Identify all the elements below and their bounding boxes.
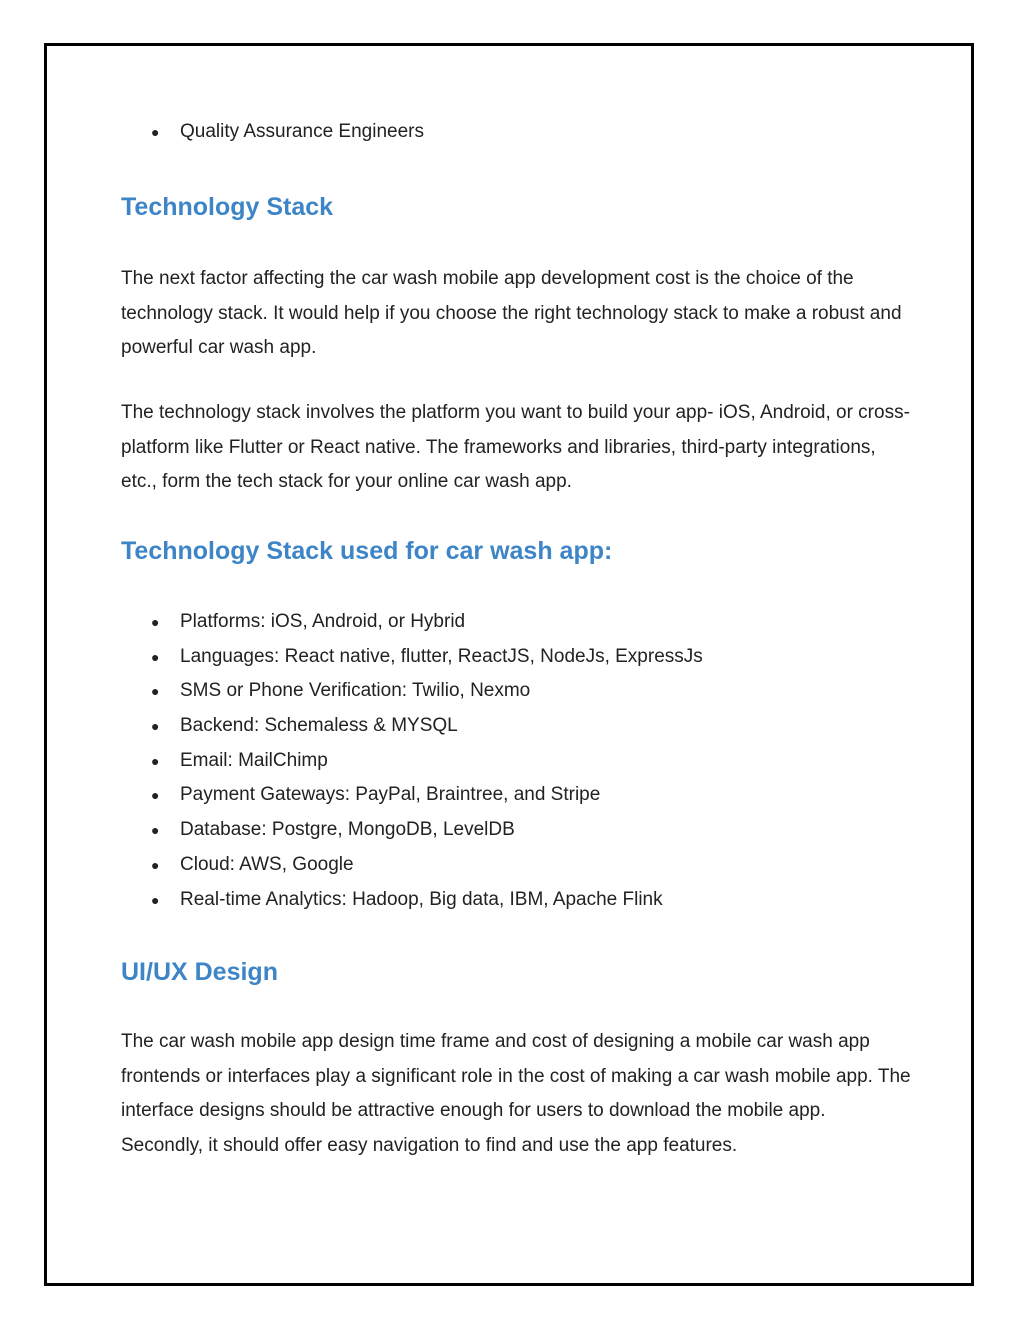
paragraph-uiux-1: The car wash mobile app design time frame and cost of designing a mobile car wash app frontends or interfaces play a significant role in the cost of making a car wash mobile app. The interface designs should be attractive enough for users to download the mobile app. Secondly, it should offer easy navigation to find and use the app features. xyxy=(121,1031,911,1157)
list-item-text: Cloud: AWS, Google xyxy=(180,853,354,875)
list-item xyxy=(121,848,703,883)
section-heading-technology-stack: Technology Stack xyxy=(121,193,334,221)
list-item-text: Languages: React native, flutter, ReactJS, NodeJs, ExpressJs xyxy=(180,645,703,667)
bullet-icon: ● xyxy=(151,648,160,665)
bullet-icon: ● xyxy=(151,856,160,873)
bullet-icon: ● xyxy=(151,683,160,700)
bullet-icon: ● xyxy=(151,891,160,908)
list-item xyxy=(121,883,703,918)
list-item xyxy=(121,674,703,709)
list-item-text: Email: MailChimp xyxy=(180,749,328,771)
list-item xyxy=(121,605,703,640)
paragraph-tech-stack-2: The technology stack involves the platform you want to build your app- iOS, Android, or cross-platform like Flutter or React native. The frameworks and libraries, third-party integrations, etc., form the tech stack for your online car wash app. xyxy=(121,402,910,493)
list-item xyxy=(121,744,703,779)
list-item-text: Platforms: iOS, Android, or Hybrid xyxy=(180,611,466,632)
top-bullet-list xyxy=(121,115,424,150)
list-item xyxy=(121,115,424,150)
list-item xyxy=(121,813,703,848)
bullet-icon: ● xyxy=(151,614,160,630)
list-item-text: Database: Postgre, MongoDB, LevelDB xyxy=(180,819,515,841)
bullet-icon: ● xyxy=(151,787,160,804)
section-heading-technology-stack-used: Technology Stack used for car wash app: xyxy=(121,537,613,565)
bullet-icon: ● xyxy=(151,124,160,140)
list-item-text: Quality Assurance Engineers xyxy=(180,121,424,142)
bullet-icon: ● xyxy=(151,752,160,769)
list-item-text: Real-time Analytics: Hadoop, Big data, IBM, Apache Flink xyxy=(180,888,663,910)
bullet-icon: ● xyxy=(151,822,160,839)
tech-stack-bullet-list xyxy=(121,605,703,917)
list-item-text: Backend: Schemaless & MYSQL xyxy=(180,715,458,737)
list-item xyxy=(121,778,703,813)
list-item xyxy=(121,709,703,744)
paragraph-tech-stack-1: The next factor affecting the car wash mobile app development cost is the choice of the technology stack. It would help if you choose the right technology stack to make a robust and powerful car wash app. xyxy=(121,268,902,359)
section-heading-uiux-design: UI/UX Design xyxy=(121,958,278,986)
list-item-text: Payment Gateways: PayPal, Braintree, and Stripe xyxy=(180,784,601,806)
list-item xyxy=(121,640,703,675)
bullet-icon: ● xyxy=(151,718,160,735)
list-item-text: SMS or Phone Verification: Twilio, Nexmo xyxy=(180,680,531,702)
